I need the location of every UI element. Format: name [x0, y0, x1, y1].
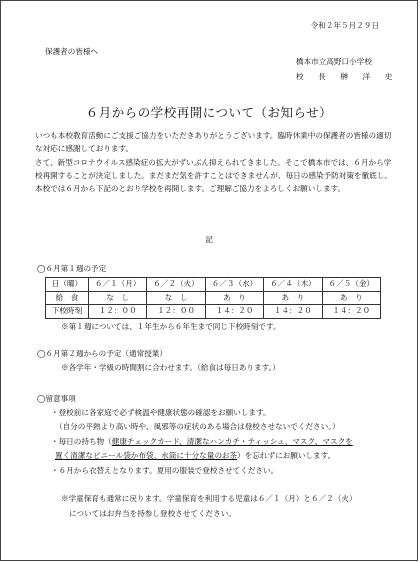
table-cell: あ り [322, 291, 380, 305]
table-cell: 下校時刻 [46, 305, 89, 319]
paragraph-announcement: さて、新型コロナウイルス感染症の拡大がずいぶん抑えられてきました。そこで橋本市では、６月から学校再開することが決定しました。まだまだ気を許すことはできませんが、毎日の感染予防対策を徹底し、本校では６月から下記のとおり学校を再開します。ご理解ご協力をよろしくお願いします。 [35, 158, 392, 193]
table-cell: な し [89, 291, 147, 305]
table-cell: 給 食 [46, 291, 89, 305]
bullet-belongings-suffix: ）を忘れずにお願いします。 [237, 451, 336, 460]
principal-name: 校 長 榊 洋 史 [296, 72, 396, 81]
bullet-temperature-check: ・登校前に各家庭で必ず検温や健康状態の確認をお願いします。 [51, 408, 271, 417]
section-week2-heading: ◯６月第２週からの予定（通常授業） [37, 349, 167, 358]
table-cell: あ り [205, 291, 263, 305]
schedule-table [45, 277, 381, 319]
week1-note: ※第１週については、１年生から６年生まで同じ下校時刻です。 [61, 322, 281, 331]
table-cell: ６／１（月） [89, 278, 147, 292]
bullet-belongings [51, 437, 353, 447]
table-cell: 日（曜） [46, 278, 89, 292]
table-cell: な し [147, 291, 205, 305]
table-cell: ６／２（火） [147, 278, 205, 292]
ki-label: 記 [205, 235, 213, 244]
table-cell: ６／５（金） [322, 278, 380, 292]
document-date: 令和２年５月２９日 [310, 21, 379, 30]
table-cell: １４：２０ [322, 305, 380, 319]
bullet-belongings-items-cont: 置く清潔なビニール袋か布袋、水筒に十分な量のお茶 [55, 451, 238, 460]
table-cell: １４：２０ [205, 305, 263, 319]
table-row [46, 291, 381, 305]
section-week1-heading: ◯６月第１週の予定 [37, 264, 107, 273]
table-cell: ６／４（木） [264, 278, 322, 292]
bullet-temperature-check-detail: （自分の平熱より高い時や、風邪等の症状のある場合は登校させないでください。） [55, 422, 340, 431]
bullet-belongings-continued [55, 451, 335, 461]
recipient-line: 保護者の皆様へ [45, 47, 99, 56]
week2-note: ※各学年・学級の時間割に合わせます。（給食は毎日あります。） [61, 363, 280, 372]
bullet-uniform-change: ・６月から衣替えとなります。夏用の服装で登校させてください。 [51, 466, 279, 475]
afterschool-note: ※学童保育も通常に戻ります。学童保育を利用する児童は６／１（月）と６／２（火） [61, 494, 357, 503]
afterschool-note-cont: についてはお弁当を持参し登校させてください。 [69, 509, 236, 518]
bullet-belongings-items: 健康チェックカード、清潔なハンカチ・ティッシュ、マスク、マスクを [111, 437, 353, 446]
table-cell: あ り [264, 291, 322, 305]
table-cell: ６／３（水） [205, 278, 263, 292]
table-row [46, 278, 381, 292]
school-name: 橋本市立高野口小学校 [296, 57, 372, 66]
paragraph-greeting: いつも本校教育活動にご支援ご協力をいただきありがとうございます。臨時休業中の保護者の皆様の適切な対応に感謝しております。 [35, 131, 392, 153]
document-title: ６月からの学校再開について（お知らせ） [85, 105, 333, 120]
table-cell: １２：００ [147, 305, 205, 319]
table-cell: １４：２０ [264, 305, 322, 319]
table-cell: １２：００ [89, 305, 147, 319]
bullet-belongings-prefix: ・毎日の持ち物（ [51, 437, 112, 446]
table-row [46, 305, 381, 319]
section-notes-heading: ◯留意事項 [37, 394, 76, 403]
